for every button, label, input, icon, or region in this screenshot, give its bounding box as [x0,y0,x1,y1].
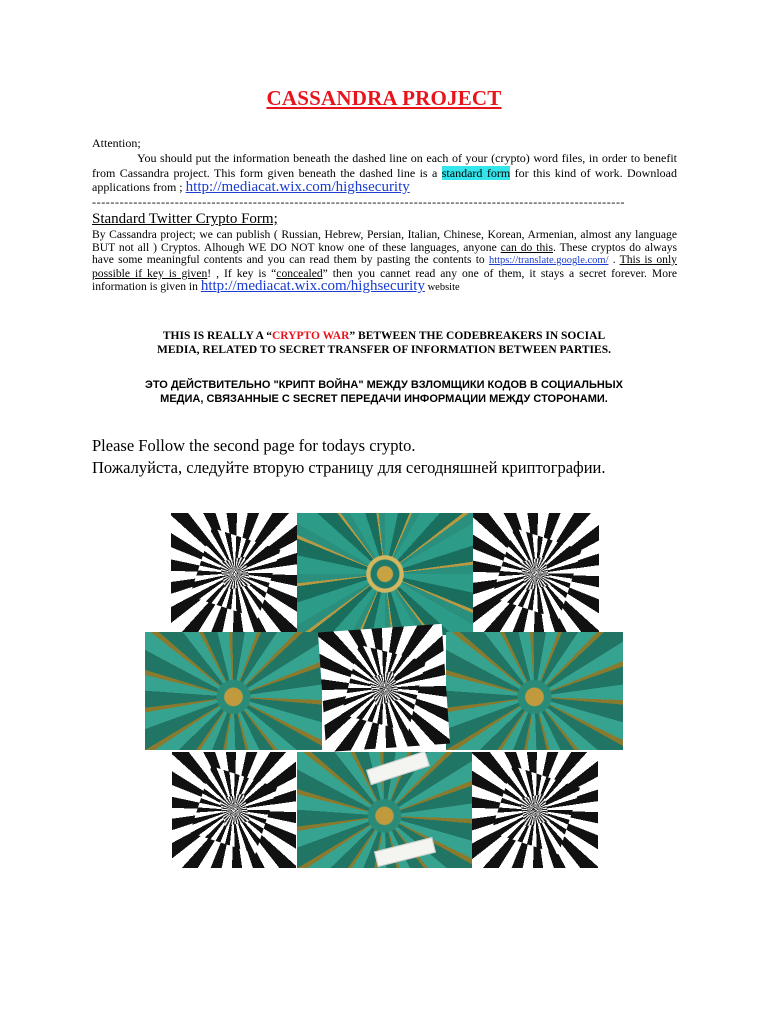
kaleidoscope-image [145,632,322,750]
spiral-image [473,513,599,635]
dashed-divider: -------------------------------------------------------------------------------------------------------------------- [92,195,626,209]
concealed-text: concealed [276,266,323,280]
kaleidoscope-image [297,513,473,635]
spiral-image [171,513,299,633]
screenshot-scrap [374,837,436,867]
attention-label: Attention; [92,136,141,150]
spiral-image [318,624,450,752]
kaleidoscope-image [446,632,623,750]
highsecurity-link-2[interactable]: http://mediacat.wix.com/highsecurity [200,278,425,295]
form-text-5: ” then you cannet read any one of them, it stays a secret forever. More information is given in [92,266,677,294]
only-possible-text: This is only possible if key is given [92,253,677,280]
crypto-war-line-2: MEDIA, RELATED TO SECRET TRANSFER OF INFORMATION BETWEEN PARTIES. [157,344,611,356]
kaleidoscope-image [297,752,472,868]
crypto-war-red: CRYPTO WAR [271,330,350,342]
spiral-image [472,752,598,868]
spiral-core [219,794,249,826]
standard-form-highlight: standard form [441,165,511,180]
crypto-war-ru-line-2: МЕДИА, СВЯЗАННЫЕ С SECRET ПЕРЕДАЧИ ИНФОРМАЦИИ МЕЖДУ СТОРОНАМИ. [160,393,608,405]
can-do-this-text: can do this [500,240,553,254]
translate-link[interactable]: https://translate.google.com/ [488,255,609,267]
intro-text-1: You should put the information beneath the dashed line on each of your (crypto) word files, in order to benefit from Cassandra project. This form given beneath the dashed line is a [92,151,677,180]
form-text-6: website [424,282,460,294]
intro-text-2: for this kind of work. Download applications from ; [92,165,677,194]
form-heading: Standard Twitter Crypto Form; [92,211,278,227]
crypto-war-russian [60,378,708,406]
crypto-war-pre: THIS IS REALLY A “ [162,330,272,342]
form-text-2: . These cryptos do always have some meaningful contents and you can read them by pasting the contents to [92,240,678,267]
form-text-3: . [608,253,620,267]
screenshot-scrap [366,752,430,785]
form-body-paragraph [92,229,677,295]
crypto-war-ru-line-1: ЭТО ДЕЙСТВИТЕЛЬНО "КРИПТ ВОЙНА" МЕЖДУ ВЗЛОМЩИКИ КОДОВ В СОЦИАЛЬНЫХ [145,379,623,391]
form-text-4: ! , If key is “ [207,266,277,280]
crypto-war-english [60,329,708,357]
page-title: CASSANDRA PROJECT [266,86,502,110]
follow-english: Please Follow the second page for todays crypto. [92,436,416,455]
spiral-image [172,752,296,868]
form-text-1: By Cassandra project; we can publish ( Russian, Hebrew, Persian, Italian, Chinese, Korean, Armenian, almost any language BUT not all ) Cryptos. Alhough WE DO NOT know one of these languages, anyone [92,228,677,254]
follow-russian: Пожалуйста, следуйте вторую страницу для сегодняшней криптографии. [92,458,606,477]
crypto-war-line-1 [60,329,708,343]
highsecurity-link[interactable]: http://mediacat.wix.com/highsecurity [185,179,410,195]
crypto-war-post: ” BETWEEN THE CODEBREAKERS IN SOCIAL [349,330,606,342]
intro-paragraph [92,151,677,195]
